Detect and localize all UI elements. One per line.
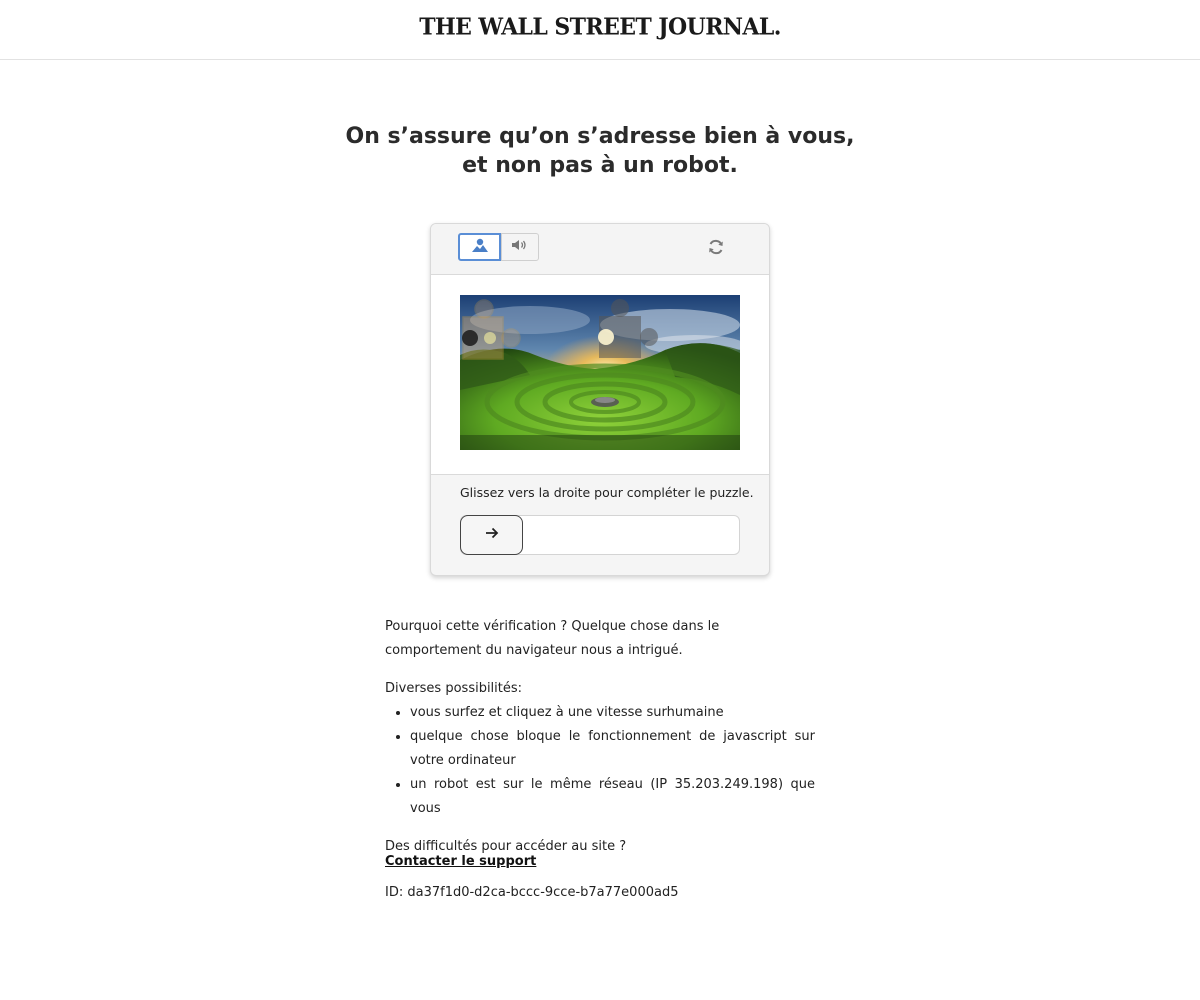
- puzzle-image: [460, 295, 740, 450]
- slider-handle[interactable]: [460, 515, 523, 555]
- top-bar: [0, 0, 1200, 60]
- possibilities-list: [385, 701, 815, 821]
- wsj-logo[interactable]: THE WALL STREET JOURNAL.: [419, 12, 781, 41]
- list-item: • vous surfez et cliquez à une vitesse surhumaine: [410, 701, 815, 725]
- page-title: [300, 122, 900, 180]
- image-icon: [470, 237, 490, 258]
- difficulties-text: Des difficultés pour accéder au site ?: [385, 839, 627, 854]
- possibilities-title: Diverses possibilités:: [385, 681, 523, 696]
- audio-mode-button[interactable]: [501, 233, 539, 261]
- captcha-body: [431, 275, 769, 475]
- refresh-icon: [707, 238, 725, 261]
- puzzle-instruction: Glissez vers la droite pour compléter le puzzle.: [460, 485, 754, 500]
- captcha-widget: [430, 223, 770, 576]
- contact-support-link[interactable]: Contacter le support: [385, 854, 537, 869]
- title-line-1: On s’assure qu’on s’adresse bien à vous,: [345, 124, 855, 149]
- refresh-button[interactable]: [705, 238, 727, 260]
- title-line-2: et non pas à un robot.: [462, 153, 738, 178]
- why-text: Pourquoi cette vérification ? Quelque chose dans le comportement du navigateur nous a intrigué.: [385, 619, 720, 658]
- captcha-header: [431, 224, 769, 275]
- info-section: [385, 615, 815, 905]
- image-mode-button[interactable]: [458, 233, 501, 261]
- captcha-footer: [431, 475, 769, 576]
- speaker-icon: [511, 238, 529, 257]
- arrow-right-icon: [484, 526, 500, 545]
- list-item: • quelque chose bloque le fonctionnement de javascript sur votre ordinateur: [410, 725, 815, 773]
- request-id: ID: da37f1d0-d2ca-bccc-9cce-b7a77e000ad5: [385, 885, 679, 900]
- list-item: • un robot est sur le même réseau (IP 35.203.249.198) que vous: [410, 773, 815, 821]
